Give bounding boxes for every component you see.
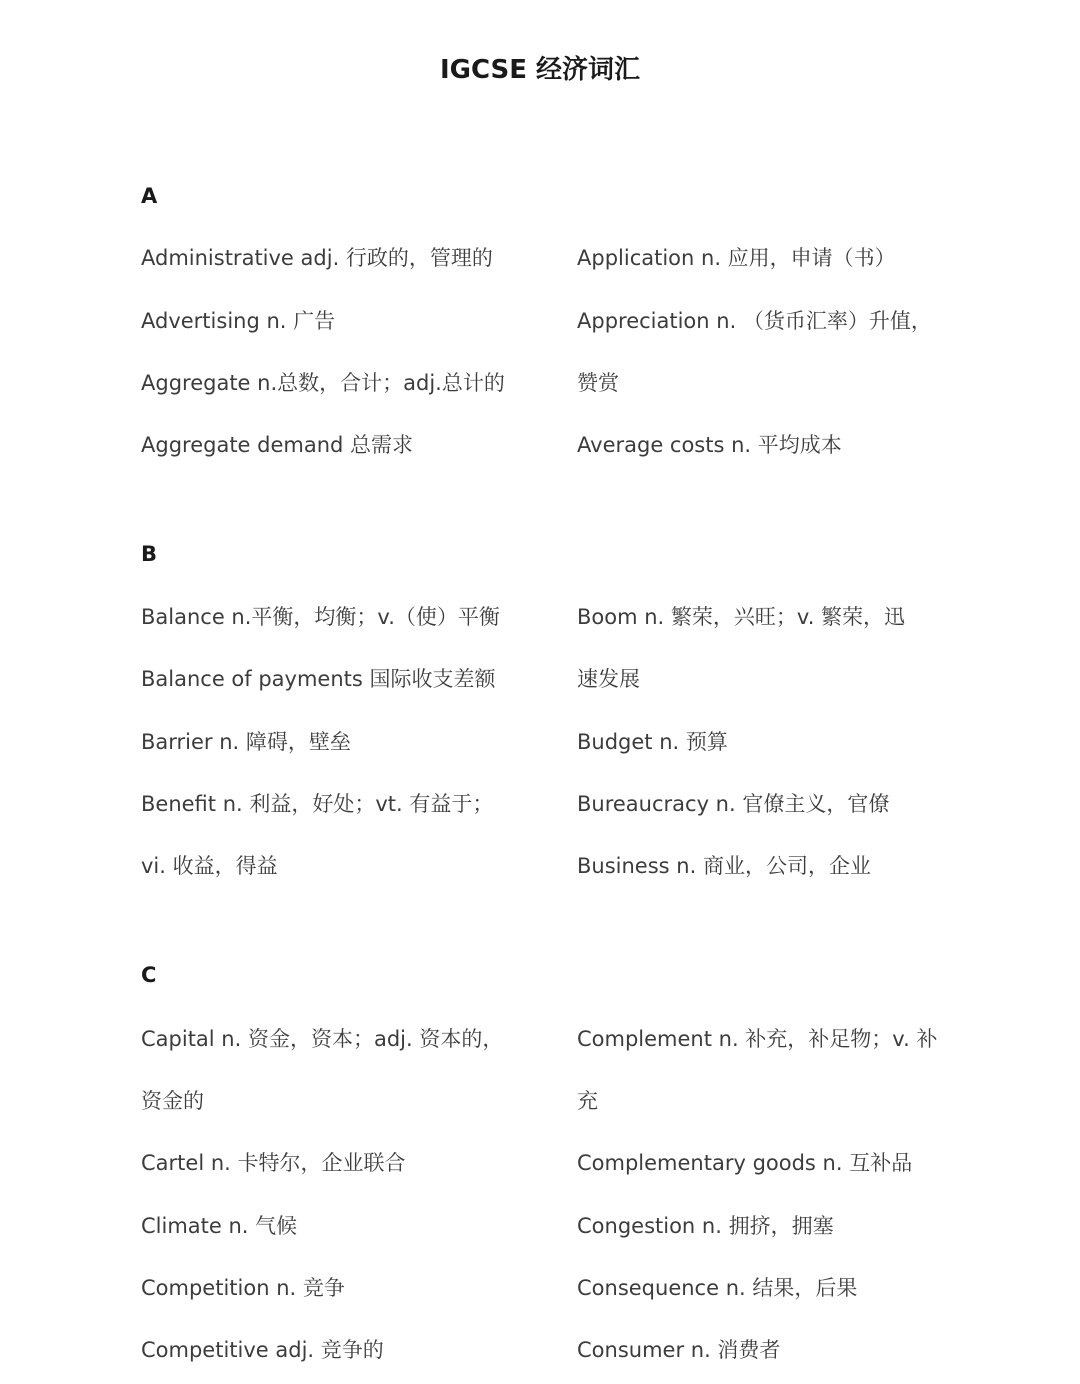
vocab-line: Balance n.平衡，均衡；v.（使）平衡: [141, 605, 500, 629]
page-title: IGCSE 经济词汇: [439, 55, 641, 85]
vocab-line: Bureaucracy n. 官僚主义，官僚: [577, 792, 890, 816]
vocab-line: 赞赏: [577, 371, 619, 395]
vocab-line: Average costs n. 平均成本: [577, 433, 842, 457]
vocab-line: Complementary goods n. 互补品: [577, 1151, 913, 1175]
vocab-line: 资金的: [141, 1089, 204, 1113]
vocab-line: 速发展: [577, 667, 640, 691]
vocab-line: Application n. 应用，申请（书）: [577, 246, 896, 270]
vocab-line: Capital n. 资金，资本；adj. 资本的，: [141, 1027, 504, 1051]
vocab-line: vi. 收益，得益: [141, 854, 278, 878]
vocab-line: Aggregate demand 总需求: [141, 433, 414, 457]
vocab-line: Consequence n. 结果，后果: [577, 1276, 858, 1300]
section-letter-c: C: [141, 963, 157, 987]
vocab-line: Budget n. 预算: [577, 730, 728, 754]
vocab-line: Boom n. 繁荣，兴旺；v. 繁荣，迅: [577, 605, 906, 629]
vocab-line: 充: [577, 1089, 598, 1113]
vocab-line: Benefit n. 利益，好处；vt. 有益于；: [141, 792, 494, 816]
section-letter-b: B: [141, 542, 158, 566]
vocab-line: Balance of payments 国际收支差额: [141, 667, 496, 691]
vocab-line: Complement n. 补充，补足物；v. 补: [577, 1027, 938, 1051]
vocab-line: Competition n. 竞争: [141, 1276, 345, 1300]
vocab-line: Congestion n. 拥挤，拥塞: [577, 1214, 834, 1238]
vocab-line: Business n. 商业，公司，企业: [577, 854, 871, 878]
vocab-line: Climate n. 气候: [141, 1214, 298, 1238]
section-letter-a: A: [141, 184, 158, 208]
vocab-line: Aggregate n.总数，合计；adj.总计的: [141, 371, 505, 395]
vocab-line: Consumer n. 消费者: [577, 1338, 781, 1362]
vocab-line: Barrier n. 障碍，壁垒: [141, 730, 351, 754]
vocab-line: Cartel n. 卡特尔，企业联合: [141, 1151, 406, 1175]
vocab-line: Advertising n. 广告: [141, 309, 336, 333]
vocab-line: Competitive adj. 竞争的: [141, 1338, 384, 1362]
vocab-line: Administrative adj. 行政的，管理的: [141, 246, 493, 270]
vocab-line: Appreciation n. （货币汇率）升值，: [577, 309, 932, 333]
